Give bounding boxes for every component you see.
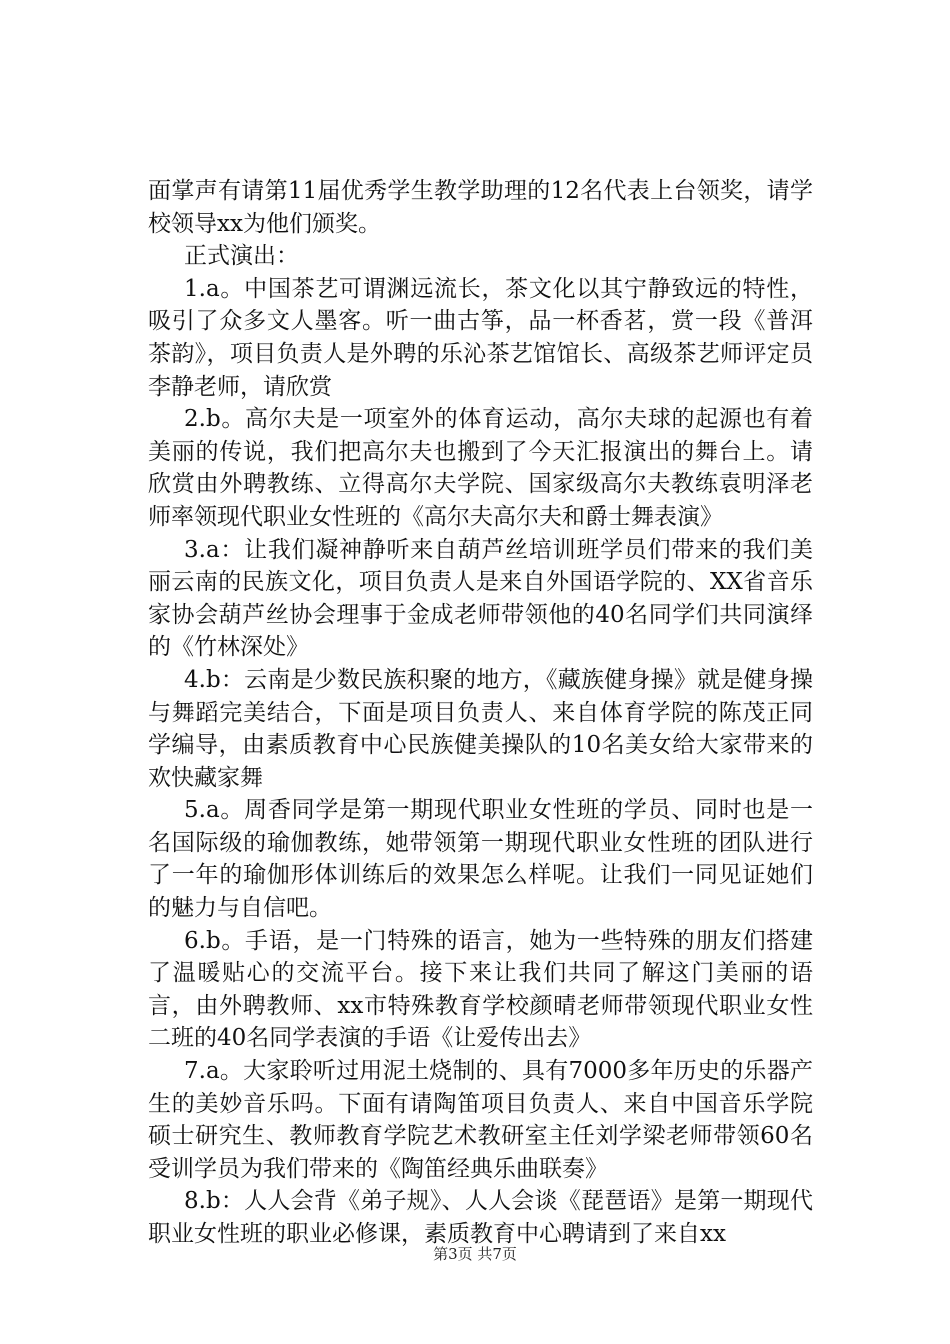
paragraph-item-1-tea-art: 1.a。中国茶艺可谓渊远流长，茶文化以其宁静致远的特性，吸引了众多文人墨客。听一曲古筝，品一杯香茗，赏一段《普洱茶韵》，项目负责人是外聘的乐沁茶艺馆馆长、高级茶艺师评定员李静老师，请欣赏 [148,275,813,400]
paragraph-item-4-tibetan-dance: 4.b：云南是少数民族积聚的地方，《藏族健身操》就是健身操与舞蹈完美结合，下面是项目负责人、来自体育学院的陈茂正同学编导，由素质教育中心民族健美操队的10名美女给大家带来的欢快藏家舞 [148,666,813,791]
document-body [148,175,813,1251]
page-number-footer: 第3页 共7页 [433,1245,517,1263]
paragraph-item-8-classics: 8.b：人人会背《弟子规》、人人会谈《琵琶语》是第一期现代职业女性班的职业必修课，素质教育中心聘请到了来自xx [148,1188,813,1247]
paragraph-award-intro: 面掌声有请第11届优秀学生教学助理的12名代表上台领奖，请学校领导xx为他们颁奖。 [148,178,813,237]
paragraph-performance-heading: 正式演出： [184,243,299,270]
paragraph-item-3-hulusi: 3.a：让我们凝神静听来自葫芦丝培训班学员们带来的我们美丽云南的民族文化，项目负责人是来自外国语学院的、XX省音乐家协会葫芦丝协会理事于金成老师带领他的40名同学们共同演绎的《竹林深处》 [148,536,813,661]
paragraph-item-5-yoga: 5.a。周香同学是第一期现代职业女性班的学员、同时也是一名国际级的瑜伽教练，她带领第一期现代职业女性班的团队进行了一年的瑜伽形体训练后的效果怎么样呢。让我们一同见证她们的魅力与自信吧。 [148,797,813,922]
paragraph-item-2-golf: 2.b。高尔夫是一项室外的体育运动，高尔夫球的起源也有着美丽的传说，我们把高尔夫也搬到了今天汇报演出的舞台上。请欣赏由外聘教练、立得高尔夫学院、国家级高尔夫教练袁明泽老师率领现代职业女性班的《高尔夫高尔夫和爵士舞表演》 [148,406,813,530]
paragraph-item-7-ocarina: 7.a。大家聆听过用泥土烧制的、具有7000多年历史的乐器产生的美妙音乐吗。下面有请陶笛项目负责人、来自中国音乐学院硕士研究生、教师教育学院艺术教研室主任刘学梁老师带领60名受训学员为我们带来的《陶笛经典乐曲联奏》 [148,1058,813,1182]
paragraph-item-6-sign-language: 6.b。手语，是一门特殊的语言，她为一些特殊的朋友们搭建了温暖贴心的交流平台。接下来让我们共同了解这门美丽的语言，由外聘教师、xx市特殊教育学校颜晴老师带领现代职业女性二班的40名同学表演的手语《让爱传出去》 [148,927,813,1052]
